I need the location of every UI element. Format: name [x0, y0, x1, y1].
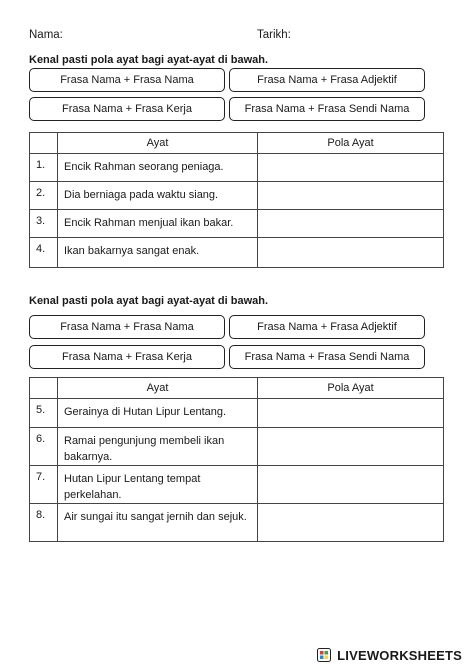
row-sentence: Hutan Lipur Lentang tempat perkelahan. — [58, 466, 258, 504]
row-sentence: Air sungai itu sangat jernih dan sejuk. — [58, 504, 258, 542]
answer-cell[interactable] — [258, 466, 444, 504]
answer-cell[interactable] — [258, 238, 444, 268]
row-number: 2. — [30, 182, 58, 210]
instruction-1: Kenal pasti pola ayat bagi ayat-ayat di bawah. — [29, 54, 269, 66]
option-chip[interactable]: Frasa Nama + Frasa Sendi Nama — [229, 345, 425, 369]
option-chip[interactable]: Frasa Nama + Frasa Nama — [29, 315, 225, 339]
row-sentence: Gerainya di Hutan Lipur Lentang. — [58, 399, 258, 428]
table-row — [30, 399, 444, 428]
liveworksheets-footer — [317, 643, 462, 667]
option-chip[interactable]: Frasa Nama + Frasa Nama — [29, 68, 225, 92]
row-number: 8. — [30, 504, 58, 542]
answer-cell[interactable] — [258, 399, 444, 428]
option-chip[interactable]: Frasa Nama + Frasa Kerja — [29, 345, 225, 369]
col-header-pattern: Pola Ayat — [258, 133, 444, 154]
row-number: 3. — [30, 210, 58, 238]
date-label: Tarikh: — [257, 29, 291, 41]
name-label: Nama: — [29, 29, 63, 41]
table-row — [30, 428, 444, 466]
option-chip[interactable]: Frasa Nama + Frasa Kerja — [29, 97, 225, 121]
row-sentence: Dia berniaga pada waktu siang. — [58, 182, 258, 210]
row-number: 4. — [30, 238, 58, 268]
row-sentence: Ikan bakarnya sangat enak. — [58, 238, 258, 268]
row-sentence: Encik Rahman menjual ikan bakar. — [58, 210, 258, 238]
option-chip[interactable]: Frasa Nama + Frasa Sendi Nama — [229, 97, 425, 121]
pattern-table-1 — [29, 132, 444, 268]
answer-cell[interactable] — [258, 210, 444, 238]
row-sentence: Ramai pengunjung membeli ikan bakarnya. — [58, 428, 258, 466]
answer-cell[interactable] — [258, 428, 444, 466]
row-number: 7. — [30, 466, 58, 504]
pattern-table-2 — [29, 377, 444, 542]
table-row — [30, 210, 444, 238]
row-number: 5. — [30, 399, 58, 428]
brand-text: LIVEWORKSHEETS — [337, 647, 462, 663]
col-header-num — [30, 378, 58, 399]
table-row — [30, 466, 444, 504]
answer-cell[interactable] — [258, 504, 444, 542]
col-header-sentence: Ayat — [58, 133, 258, 154]
row-number: 1. — [30, 154, 58, 182]
table-row — [30, 238, 444, 268]
option-chip[interactable]: Frasa Nama + Frasa Adjektif — [229, 315, 425, 339]
liveworksheets-logo-icon — [317, 648, 331, 662]
option-chip[interactable]: Frasa Nama + Frasa Adjektif — [229, 68, 425, 92]
answer-cell[interactable] — [258, 154, 444, 182]
col-header-pattern: Pola Ayat — [258, 378, 444, 399]
col-header-sentence: Ayat — [58, 378, 258, 399]
table-row — [30, 154, 444, 182]
table-row — [30, 504, 444, 542]
table-row — [30, 182, 444, 210]
col-header-num — [30, 133, 58, 154]
row-number: 6. — [30, 428, 58, 466]
instruction-2: Kenal pasti pola ayat bagi ayat-ayat di bawah. — [29, 295, 269, 307]
row-sentence: Encik Rahman seorang peniaga. — [58, 154, 258, 182]
answer-cell[interactable] — [258, 182, 444, 210]
